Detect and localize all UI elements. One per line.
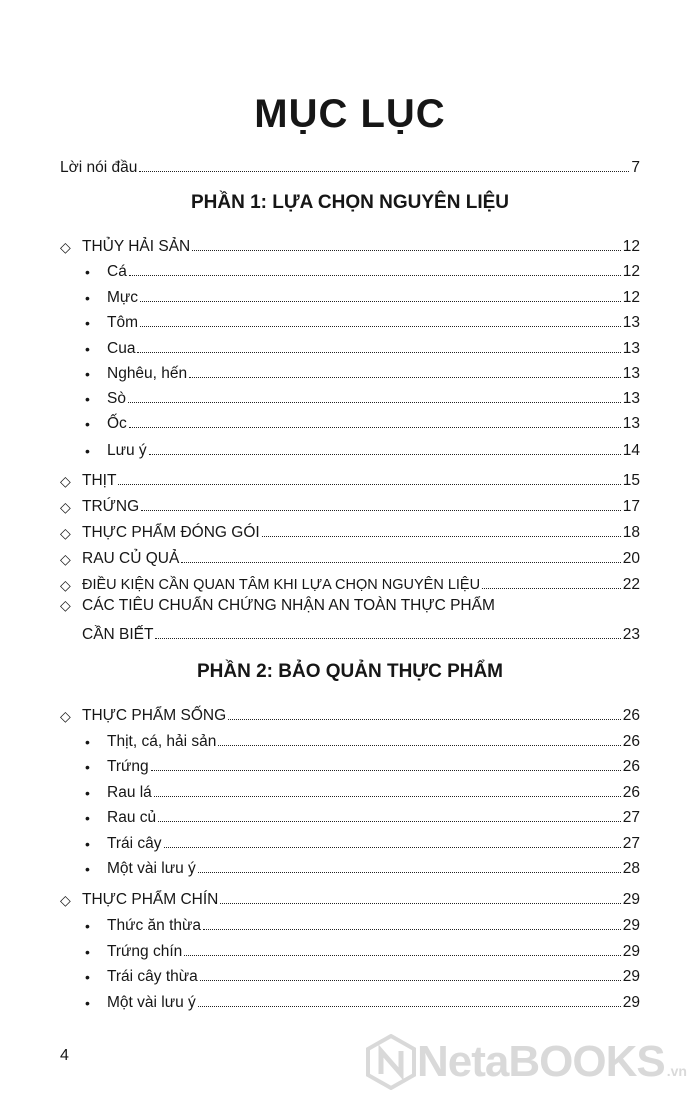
- toc-entry-page: 20: [622, 549, 640, 567]
- toc-section[interactable]: [60, 492, 640, 514]
- toc-item[interactable]: [85, 829, 640, 851]
- bullet-icon: •: [85, 264, 90, 280]
- toc-entry-label: Lời nói đầu: [60, 158, 138, 176]
- toc-item[interactable]: [85, 778, 640, 800]
- toc-leader-dots: [218, 745, 620, 746]
- bullet-icon: •: [85, 836, 90, 852]
- toc-entry-label: Cá: [107, 262, 127, 280]
- toc-entry-label: Thịt, cá, hải sản: [107, 732, 217, 750]
- page-title: MỤC LỤC: [254, 92, 446, 136]
- toc-item[interactable]: [85, 436, 640, 458]
- diamond-icon: ◇: [60, 551, 71, 567]
- watermark-text: NetaBOOKS: [417, 1037, 665, 1086]
- part-2-title: PHẦN 2: BẢO QUẢN THỰC PHẨM: [196, 661, 504, 682]
- toc-leader-dots: [200, 980, 621, 981]
- toc-leader-dots: [149, 454, 621, 455]
- toc-entry-label: ĐIỀU KIỆN CẦN QUAN TÂM KHI LỰA CHỌN NGUYÊN LIỆU: [82, 576, 481, 593]
- toc-entry-page: 13: [622, 364, 640, 382]
- bullet-icon: •: [85, 969, 90, 985]
- toc-entry-label: Mực: [107, 288, 139, 306]
- diamond-icon: ◇: [60, 708, 71, 724]
- toc-entry-label: THỦY HẢI SẢN: [82, 237, 191, 255]
- toc-entry-label: Sò: [107, 389, 126, 407]
- toc-leader-dots: [140, 301, 621, 302]
- toc-entry-page: 29: [622, 916, 640, 934]
- toc-entry-label: Cua: [107, 339, 136, 357]
- toc-entry-label: THỊT: [82, 471, 117, 489]
- bullet-icon: •: [85, 341, 90, 357]
- toc-entry-page: 12: [622, 237, 640, 255]
- toc-section-first-line[interactable]: [60, 597, 495, 615]
- toc-entry-page: 23: [622, 625, 640, 643]
- bullet-icon: •: [85, 861, 90, 877]
- toc-item[interactable]: [85, 384, 640, 406]
- toc-leader-dots: [137, 352, 620, 353]
- bullet-icon: •: [85, 810, 90, 826]
- diamond-icon: ◇: [60, 577, 71, 593]
- toc-leader-dots: [228, 719, 621, 720]
- toc-item[interactable]: [85, 409, 640, 431]
- bullet-icon: •: [85, 416, 90, 432]
- diamond-icon: ◇: [60, 525, 71, 541]
- toc-entry-page: 13: [622, 389, 640, 407]
- toc-leader-dots: [118, 484, 620, 485]
- toc-entry-label: RAU CỦ QUẢ: [82, 549, 180, 567]
- toc-entry-label: Rau lá: [107, 783, 152, 801]
- toc-entry-label: THỰC PHẨM CHÍN: [82, 890, 219, 908]
- toc-entry-label: CẦN BIẾT: [82, 625, 154, 643]
- diamond-icon: ◇: [60, 499, 71, 515]
- diamond-icon: ◇: [60, 892, 71, 908]
- toc-item[interactable]: [85, 962, 640, 984]
- bullet-icon: •: [85, 315, 90, 331]
- diamond-icon: ◇: [60, 239, 71, 255]
- toc-entry-label: Trứng: [107, 757, 149, 775]
- netabooks-logo-icon: [365, 1034, 417, 1090]
- toc-entry-intro[interactable]: [60, 153, 640, 175]
- toc-entry-label: Nghêu, hến: [107, 364, 188, 382]
- toc-entry-page: 26: [622, 757, 640, 775]
- toc-entry-page: 7: [631, 158, 640, 176]
- toc-entry-label: THỰC PHẨM ĐÓNG GÓI: [82, 523, 260, 541]
- toc-entry-page: 15: [622, 471, 640, 489]
- toc-item[interactable]: [85, 854, 640, 876]
- bullet-icon: •: [85, 759, 90, 775]
- toc-entry-page: 26: [622, 732, 640, 750]
- toc-section[interactable]: [60, 544, 640, 566]
- toc-entry-label: Tôm: [107, 313, 138, 331]
- toc-entry-label: Ốc: [107, 414, 127, 432]
- toc-item[interactable]: [85, 803, 640, 825]
- toc-leader-dots: [155, 638, 620, 639]
- bullet-icon: •: [85, 918, 90, 934]
- watermark-suffix: .vn: [666, 1063, 687, 1079]
- bullet-icon: •: [85, 290, 90, 306]
- toc-leader-dots: [154, 796, 621, 797]
- toc-leader-dots: [482, 588, 621, 589]
- toc-entry-page: 13: [622, 339, 640, 357]
- toc-leader-dots: [189, 377, 621, 378]
- toc-entry-label: THỰC PHẨM SỐNG: [82, 706, 227, 724]
- page-number: 4: [60, 1047, 69, 1064]
- toc-entry-page: 12: [622, 288, 640, 306]
- toc-leader-dots: [151, 770, 621, 771]
- toc-entry-label: Một vài lưu ý: [107, 993, 196, 1011]
- toc-item[interactable]: [85, 257, 640, 279]
- toc-section[interactable]: [60, 570, 640, 592]
- toc-leader-dots: [128, 402, 621, 403]
- toc-item[interactable]: [85, 308, 640, 330]
- toc-entry-page: 14: [622, 441, 640, 459]
- toc-entry-label: Trái cây thừa: [107, 967, 198, 985]
- toc-entry-page: 26: [622, 783, 640, 801]
- toc-entry-label: Rau củ: [107, 808, 157, 826]
- toc-entry-page: 13: [622, 414, 640, 432]
- toc-leader-dots: [164, 847, 621, 848]
- toc-entry-label: Một vài lưu ý: [107, 859, 196, 877]
- toc-item[interactable]: [85, 752, 640, 774]
- toc-item[interactable]: [85, 359, 640, 381]
- toc-entry-page: 27: [622, 834, 640, 852]
- toc-leader-dots: [140, 326, 621, 327]
- toc-section[interactable]: [60, 518, 640, 540]
- toc-section-continuation[interactable]: [82, 620, 640, 642]
- toc-entry-page: 29: [622, 967, 640, 985]
- toc-leader-dots: [198, 872, 621, 873]
- toc-entry-label: Thức ăn thừa: [107, 916, 201, 934]
- toc-section[interactable]: [60, 232, 640, 254]
- toc-item[interactable]: [85, 911, 640, 933]
- toc-section[interactable]: [60, 701, 640, 723]
- toc-entry-label: TRỨNG: [82, 497, 140, 515]
- toc-entry-page: 28: [622, 859, 640, 877]
- toc-entry-page: 18: [622, 523, 640, 541]
- toc-entry-page: 26: [622, 706, 640, 724]
- toc-leader-dots: [129, 427, 621, 428]
- toc-leader-dots: [192, 250, 621, 251]
- toc-leader-dots: [141, 510, 621, 511]
- diamond-icon: ◇: [60, 597, 71, 613]
- toc-entry-page: 17: [622, 497, 640, 515]
- toc-entry-page: 29: [622, 993, 640, 1011]
- toc-entry-label: Trái cây: [107, 834, 162, 852]
- toc-entry-page: 29: [622, 890, 640, 908]
- toc-entry-label: Lưu ý: [107, 441, 147, 459]
- toc-leader-dots: [262, 536, 621, 537]
- watermark: [365, 1034, 687, 1090]
- bullet-icon: •: [85, 366, 90, 382]
- toc-item[interactable]: [85, 727, 640, 749]
- toc-item[interactable]: [85, 334, 640, 356]
- bullet-icon: •: [85, 944, 90, 960]
- toc-section[interactable]: [60, 885, 640, 907]
- toc-leader-dots: [139, 171, 629, 172]
- toc-entry-page: 12: [622, 262, 640, 280]
- bullet-icon: •: [85, 995, 90, 1011]
- toc-entry-page: 22: [622, 575, 640, 593]
- bullet-icon: •: [85, 443, 90, 459]
- part-1-title: PHẦN 1: LỰA CHỌN NGUYÊN LIỆU: [190, 192, 510, 213]
- toc-item[interactable]: [85, 988, 640, 1010]
- toc-leader-dots: [158, 821, 621, 822]
- toc-leader-dots: [198, 1006, 621, 1007]
- bullet-icon: •: [85, 785, 90, 801]
- bullet-icon: •: [85, 391, 90, 407]
- toc-leader-dots: [129, 275, 621, 276]
- toc-item[interactable]: [85, 283, 640, 305]
- toc-item[interactable]: [85, 937, 640, 959]
- toc-leader-dots: [220, 903, 620, 904]
- toc-leader-dots: [184, 955, 620, 956]
- toc-section[interactable]: [60, 466, 640, 488]
- toc-entry-label: CÁC TIÊU CHUẨN CHỨNG NHẬN AN TOÀN THỰC PHẨM: [82, 597, 495, 614]
- toc-entry-page: 29: [622, 942, 640, 960]
- diamond-icon: ◇: [60, 473, 71, 489]
- bullet-icon: •: [85, 734, 90, 750]
- toc-leader-dots: [181, 562, 620, 563]
- toc-entry-label: Trứng chín: [107, 942, 183, 960]
- toc-entry-page: 27: [622, 808, 640, 826]
- toc-leader-dots: [203, 929, 621, 930]
- toc-entry-page: 13: [622, 313, 640, 331]
